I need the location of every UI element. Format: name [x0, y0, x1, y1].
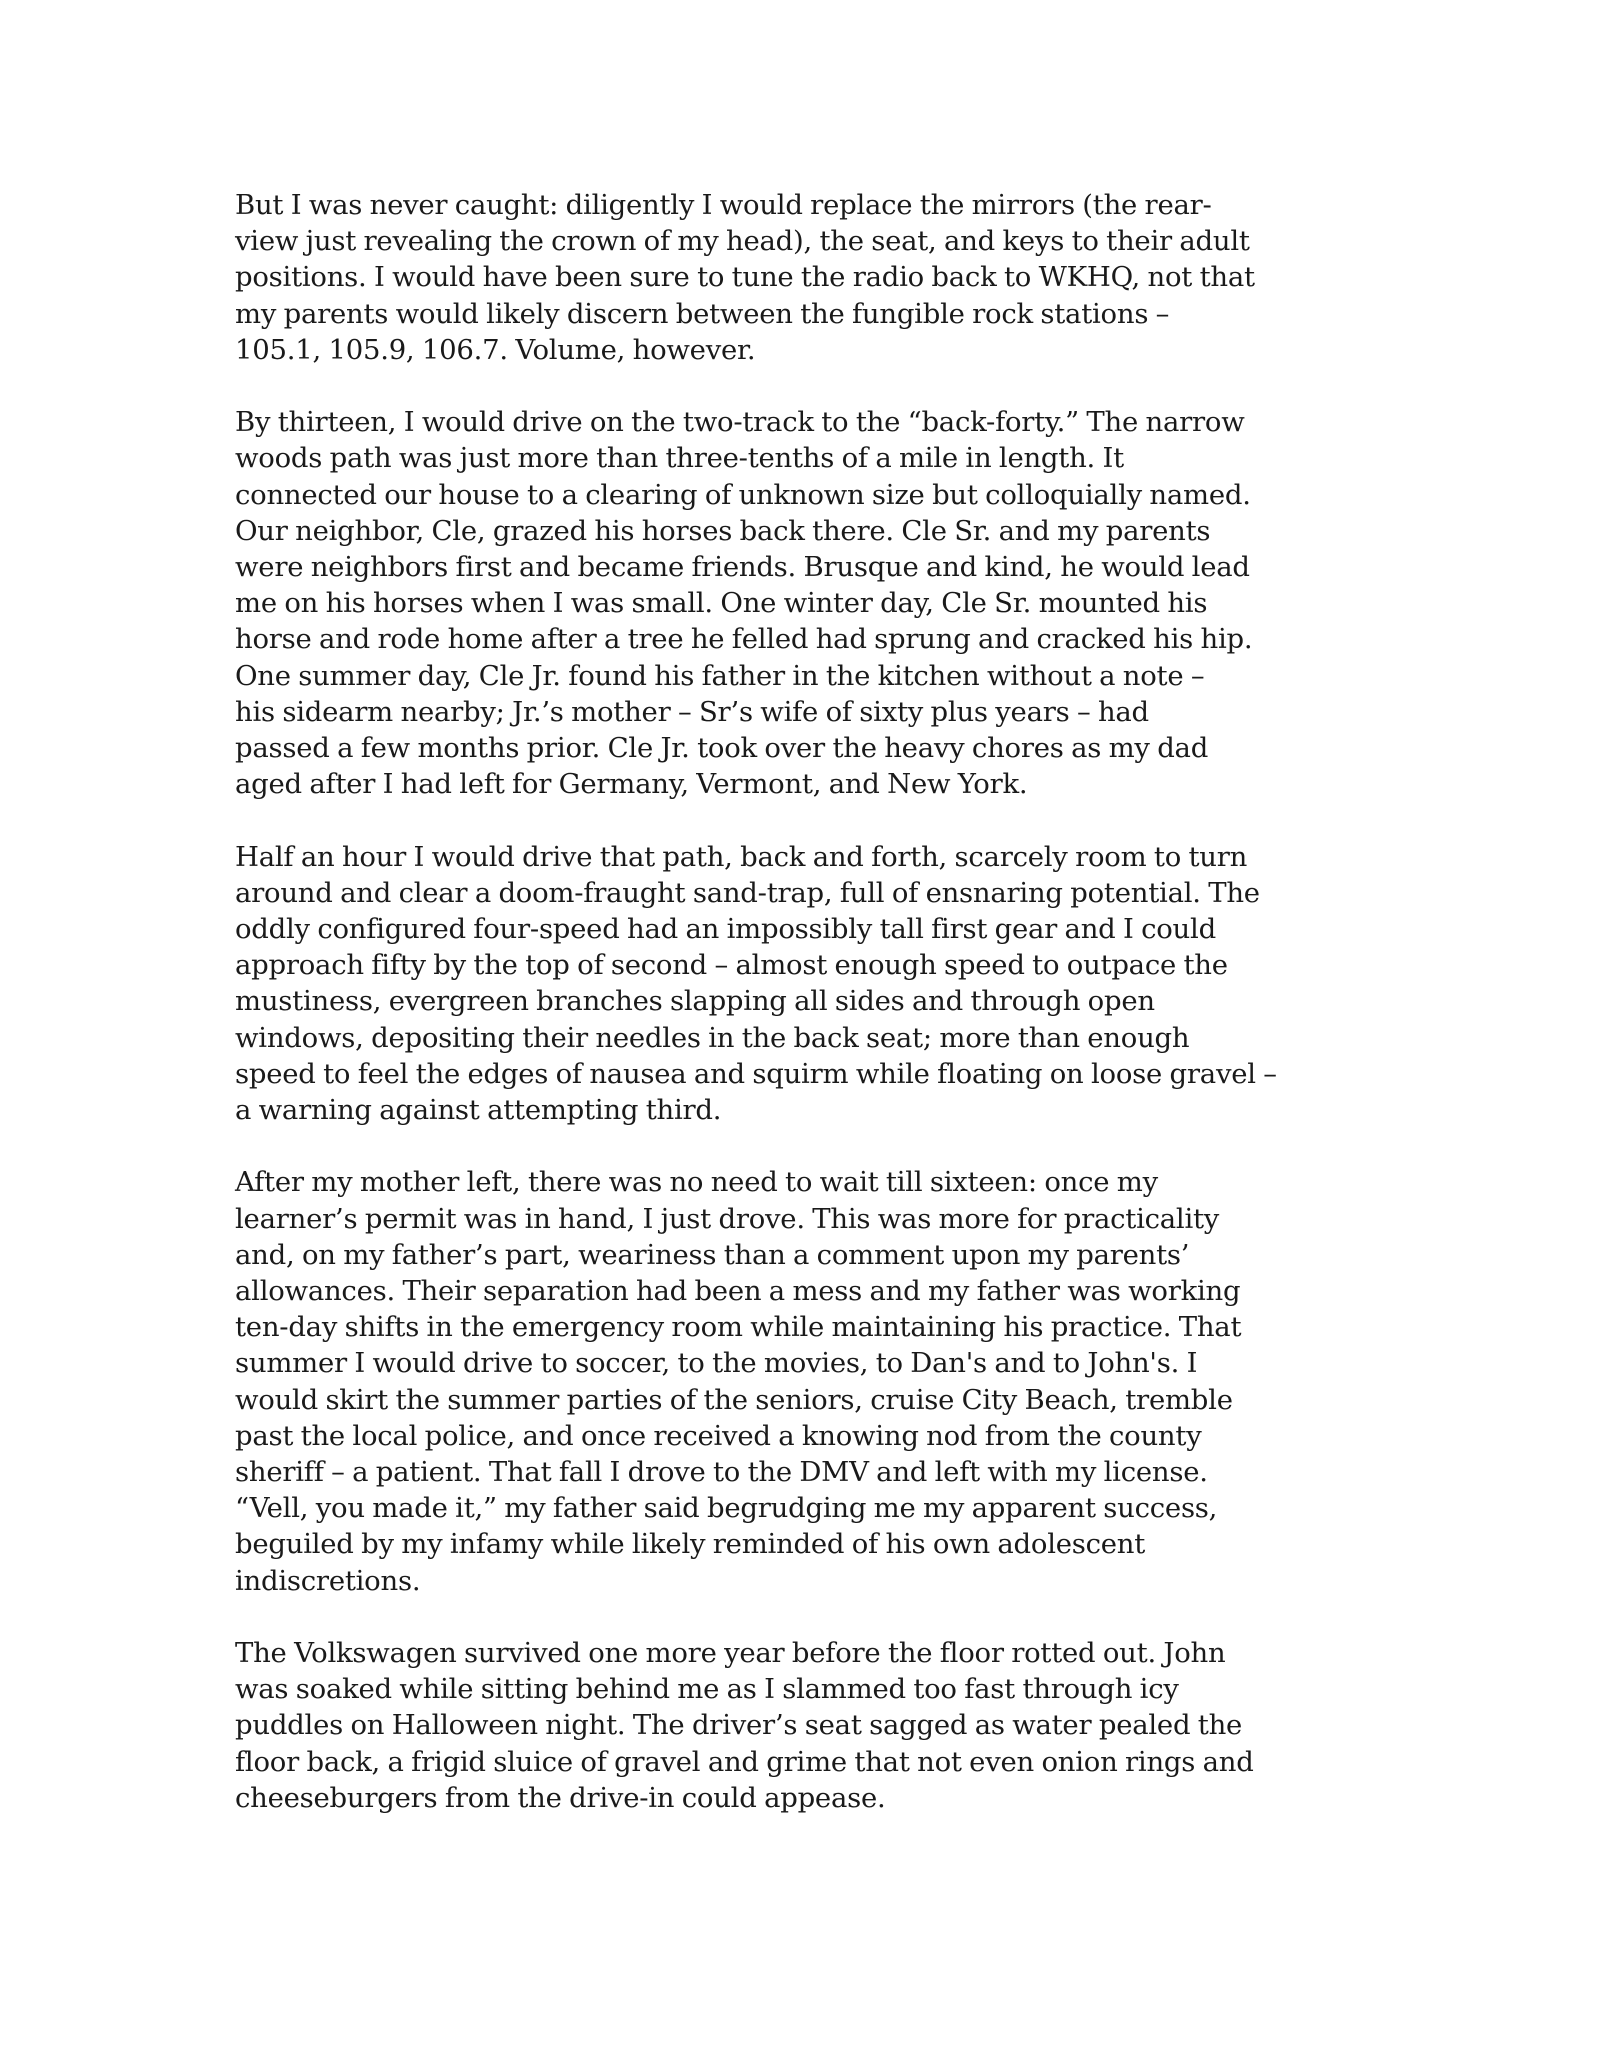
paragraph: Half an hour I would drive that path, back and forth, scarcely room to turn around and clear a doom-fraught sand-trap, full of ensnaring potential. The oddly configured four-speed had an impossibly tall first gear and I could approach fifty by the top of second – almost enough speed to outpace the mustiness, evergreen branches slapping all sides and through open windows, depositing their needles in the back seat; more than enough speed to feel the edges of nausea and squirm while floating on loose gravel – a warning against attempting third. — [235, 840, 1277, 1127]
body-text — [235, 187, 1370, 1852]
paragraph: By thirteen, I would drive on the two-track to the “back-forty.” The narrow woods path was just more than three-tenths of a mile in length. It connected our house to a clearing of unknown size but colloquially named. Our neighbor, Cle, grazed his horses back there. Cle Sr. and my parents were neighbors first and became friends. Brusque and kind, he would lead me on his horses when I was small. One winter day, Cle Sr. mounted his horse and rode home after a tree he felled had sprung and cracked his hip. One summer day, Cle Jr. found his father in the kitchen without a note – his sidearm nearby; Jr.’s mother – Sr’s wife of sixty plus years – had passed a few months prior. Cle Jr. took over the heavy chores as my dad aged after I had left for Germany, Vermont, and New York. — [235, 406, 1253, 801]
paragraph: After my mother left, there was no need to wait till sixteen: once my learner’s permit was in hand, I just drove. This was more for practicality and, on my father’s part, weariness than a comment upon my parents’ allowances. Their separation had been a mess and my father was working ten-day shifts in the emergency room while maintaining his practice. That summer I would drive to soccer, to the movies, to Dan's and to John's. I would skirt the summer parties of the seniors, cruise City Beach, tremble past the local police, and once received a knowing nod from the county sheriff – a patient. That fall I drove to the DMV and left with my license. “Vell, you made it,” my father said begrudging me my apparent success, beguiled by my infamy while likely reminded of his own adolescent indiscretions. — [235, 1166, 1242, 1597]
paragraph: The Volkswagen survived one more year before the floor rotted out. John was soaked while sitting behind me as I slammed too fast through icy puddles on Halloween night. The driver’s seat sagged as water pealed the floor back, a frigid sluice of gravel and grime that not even onion rings and cheeseburgers from the drive-in could appease. — [235, 1637, 1254, 1814]
paragraph: But I was never caught: diligently I would replace the mirrors (the rear- view just revealing the crown of my head), the seat, and keys to their adult positions. I would have been sure to tune the radio back to WKHQ, not that my parents would likely discern between the fungible rock stations – 105.1, 105.9, 106.7. Volume, however. — [235, 189, 1255, 366]
